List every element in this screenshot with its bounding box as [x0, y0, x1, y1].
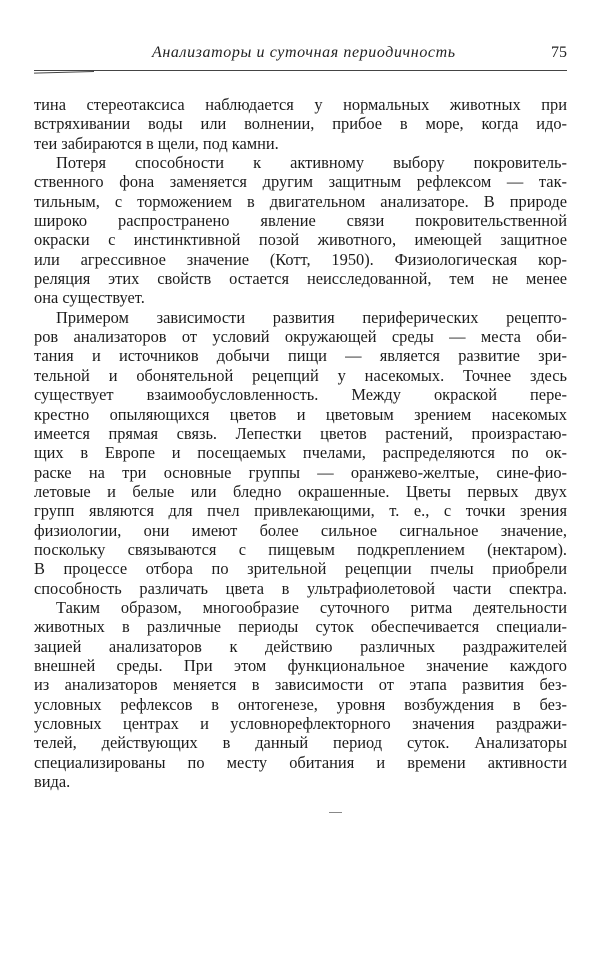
- text-line: летовые и белые или бледно окрашенные. Цветы первых двух: [34, 481, 567, 501]
- text-line: щих в Европе и посещаемых пчелами, распределяются по ок-: [34, 443, 567, 463]
- text-line: условных центрах и условнорефлекторного значения раздражи-: [34, 714, 567, 733]
- text-line: условных рефлексов в онтогенезе, уровня возбуждения в без-: [34, 694, 567, 714]
- text-line: тельной и обонятельной рецепций у насекомых. Точнее здесь: [34, 365, 567, 385]
- running-title: Анализаторы и суточная периодичность: [152, 44, 456, 61]
- text-line: телей, действующих в данный период суток. Анализаторы: [34, 733, 567, 753]
- text-line: специализированы по месту обитания и времени активности: [34, 752, 567, 772]
- text-line: животных в различные периоды суток обеспечивается специали-: [34, 617, 567, 637]
- text-line: имеется прямая связь. Лепестки цветов растений, произрастаю-: [34, 423, 567, 443]
- text-line: В процессе отбора по зрительной рецепции пчелы приобрели: [34, 559, 567, 579]
- text-line: существует взаимообусловленность. Между окраской пере-: [34, 385, 567, 405]
- text-line: реляция этих свойств остается неисследованной, тем не менее: [34, 269, 567, 289]
- text-line: Потеря способности к активному выбору покровитель-: [56, 153, 567, 173]
- text-line: крестно опыляющихся цветов и цветовым зрением насекомых: [34, 404, 567, 424]
- header-rule: [34, 70, 567, 71]
- text-line: физиологии, они имеют более сильное сигнальное значение,: [34, 520, 567, 540]
- text-line: зацией анализаторов к действию различных раздражителей: [34, 636, 567, 656]
- text-line: групп являются для пчел привлекающими, т. е., с точки зрения: [34, 501, 567, 521]
- footer-dash: [329, 812, 342, 813]
- running-header: [34, 44, 567, 66]
- text-line: раске на три основные группы — оранжево-желтые, сине-фио-: [34, 462, 567, 482]
- text-line: она существует.: [34, 288, 145, 308]
- paragraph-3: [34, 308, 567, 598]
- text-line: поскольку связываются с пищевым подкреплением (нектаром).: [34, 539, 567, 559]
- text-line: или агрессивное значение (Котт, 1950). Физиологическая кор-: [34, 249, 567, 269]
- text-line: из анализаторов меняется в зависимости от этапа развития без-: [34, 675, 567, 695]
- text-line: встряхивании воды или волнении, прибое в море, когда идо-: [34, 114, 567, 134]
- text-line: тильным, с торможением в двигательном анализаторе. В природе: [34, 191, 567, 211]
- text-line: внешней среды. При этом функциональное значение каждого: [34, 655, 567, 675]
- body-text: [34, 95, 567, 791]
- text-line: способность различать цвета в ультрафиолетовой части спектра.: [34, 578, 567, 598]
- text-line: вида.: [34, 772, 71, 792]
- text-line: тания и источников добычи пищи — является развитие зри-: [34, 346, 567, 366]
- text-line: тина стереотаксиса наблюдается у нормальных животных при: [34, 95, 567, 114]
- paragraph-2: [34, 153, 567, 308]
- text-line: ственного фона заменяется другим защитным рефлексом — так-: [34, 172, 567, 192]
- paragraph-1: [34, 95, 567, 153]
- text-line: широко распространено явление связи покровительственной: [34, 211, 567, 231]
- text-line: Примером зависимости развития периферических рецепто-: [56, 307, 567, 327]
- text-line: ров анализаторов от условий окружающей среды — места оби-: [34, 327, 567, 347]
- page-number: 75: [551, 44, 567, 61]
- text-line: Таким образом, многообразие суточного ритма деятельности: [56, 597, 567, 617]
- text-line: теи забираются в щели, под камни.: [34, 133, 279, 153]
- paragraph-4: [34, 598, 567, 791]
- text-line: окраски с инстинктивной позой животного, имеющей защитное: [34, 230, 567, 250]
